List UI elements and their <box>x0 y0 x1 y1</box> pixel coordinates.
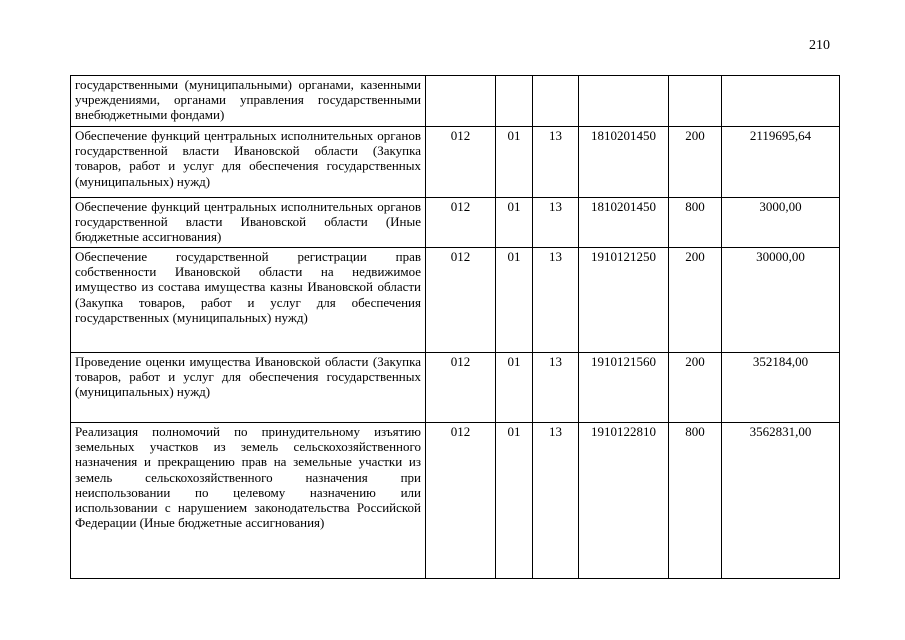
ministry-code: 012 <box>426 248 496 353</box>
section-code <box>496 76 533 127</box>
row-description: государственными (муниципальными) органами, казенными учреждениями, органами управления государственными внебюджетными фондами) <box>71 76 426 127</box>
subsection-code: 13 <box>533 423 579 579</box>
table-row <box>71 76 840 127</box>
expense-type-code: 200 <box>669 127 722 198</box>
target-article-code: 1910122810 <box>579 423 669 579</box>
row-description: Реализация полномочий по принудительному изъятию земельных участков из земель сельскохозяйственного назначения и прекращению прав на земельные участки из земель сельскохозяйственного назначения при неиспользовании по целевому назначению или использовании с нарушением законодательства Российской Федерации (Иные бюджетные ассигнования) <box>71 423 426 579</box>
table-row <box>71 198 840 248</box>
section-code: 01 <box>496 423 533 579</box>
ministry-code <box>426 76 496 127</box>
table-row <box>71 423 840 579</box>
row-description: Обеспечение государственной регистрации прав собственности Ивановской области на недвижимое имущество из состава имущества казны Ивановской области (Закупка товаров, работ и услуг для обеспечения государственных (муниципальных) нужд) <box>71 248 426 353</box>
amount: 3000,00 <box>722 198 840 248</box>
section-code: 01 <box>496 353 533 423</box>
section-code: 01 <box>496 127 533 198</box>
table-row <box>71 127 840 198</box>
subsection-code <box>533 76 579 127</box>
row-description: Обеспечение функций центральных исполнительных органов государственной власти Ивановской области (Закупка товаров, работ и услуг для обеспечения государственных (муниципальных) нужд) <box>71 127 426 198</box>
ministry-code: 012 <box>426 423 496 579</box>
subsection-code: 13 <box>533 127 579 198</box>
ministry-code: 012 <box>426 353 496 423</box>
ministry-code: 012 <box>426 127 496 198</box>
row-description: Проведение оценки имущества Ивановской области (Закупка товаров, работ и услуг для обеспечения государственных (муниципальных) нужд) <box>71 353 426 423</box>
target-article-code: 1910121250 <box>579 248 669 353</box>
section-code: 01 <box>496 248 533 353</box>
amount: 30000,00 <box>722 248 840 353</box>
target-article-code: 1910121560 <box>579 353 669 423</box>
table-row <box>71 353 840 423</box>
amount <box>722 76 840 127</box>
target-article-code <box>579 76 669 127</box>
subsection-code: 13 <box>533 353 579 423</box>
amount: 3562831,00 <box>722 423 840 579</box>
expense-type-code: 200 <box>669 248 722 353</box>
amount: 2119695,64 <box>722 127 840 198</box>
subsection-code: 13 <box>533 248 579 353</box>
budget-table <box>70 75 840 579</box>
expense-type-code: 800 <box>669 198 722 248</box>
expense-type-code: 800 <box>669 423 722 579</box>
table-row <box>71 248 840 353</box>
expense-type-code: 200 <box>669 353 722 423</box>
target-article-code: 1810201450 <box>579 127 669 198</box>
target-article-code: 1810201450 <box>579 198 669 248</box>
ministry-code: 012 <box>426 198 496 248</box>
row-description: Обеспечение функций центральных исполнительных органов государственной власти Ивановской области (Иные бюджетные ассигнования) <box>71 198 426 248</box>
page-number: 210 <box>809 38 830 53</box>
subsection-code: 13 <box>533 198 579 248</box>
expense-type-code <box>669 76 722 127</box>
amount: 352184,00 <box>722 353 840 423</box>
section-code: 01 <box>496 198 533 248</box>
